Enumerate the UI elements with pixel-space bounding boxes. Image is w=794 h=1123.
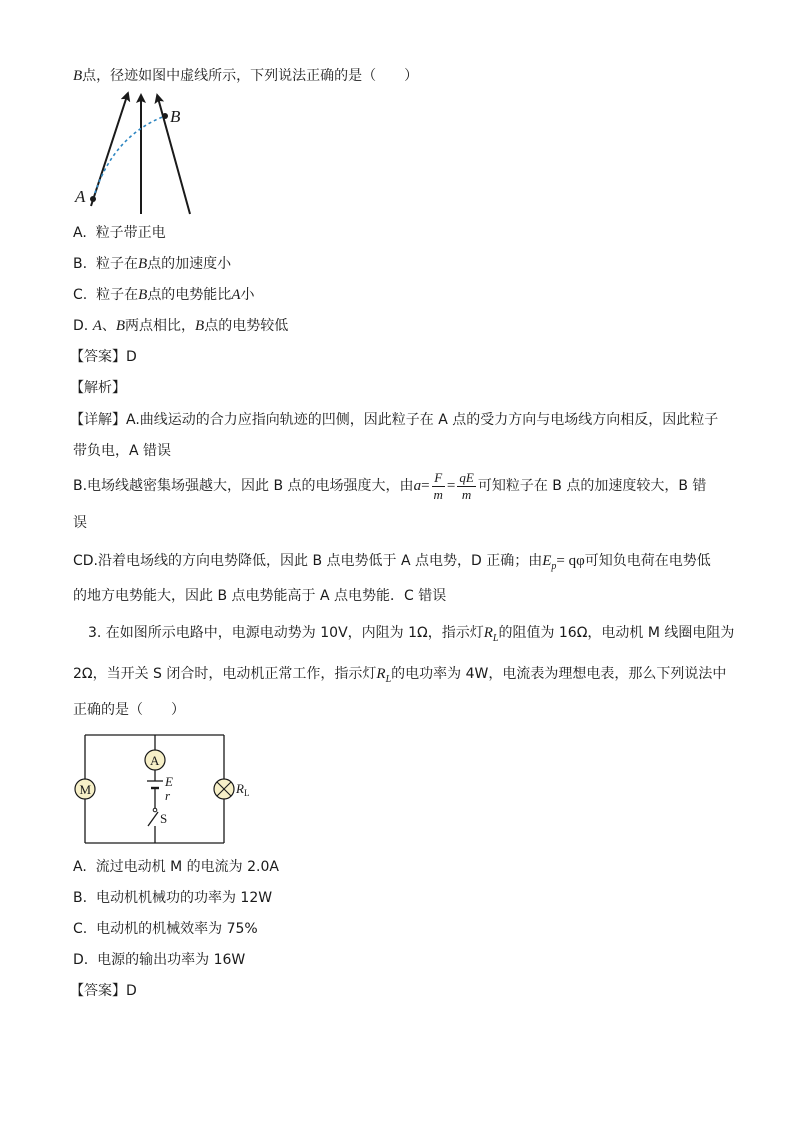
option-b: B. 粒子在B点的加速度小: [73, 256, 232, 272]
q3-option-a: A. 流过电动机 M 的电流为 2.0A: [73, 859, 279, 875]
detail-cd-line1: CD.沿着电场线的方向电势降低，因此 B 点电势低于 A 点电势，D 正确；由$E_p= q\varphi$可知负电荷在电势低: [73, 553, 711, 572]
detail-cd-line2: 的地方电势能大，因此 B 点电势能高于 A 点电势能．C 错误: [73, 588, 447, 604]
detail-a-line2: 带负电，A 错误: [73, 443, 172, 459]
detail-b-line2: 误: [73, 515, 87, 531]
q3-option-c: C. 电动机的机械效率为 75%: [73, 921, 258, 937]
fraction-qe-over-m: $\frac{qE}{m}$: [459, 469, 474, 502]
emf-label: E: [165, 774, 173, 789]
point-b-dot: [162, 113, 168, 119]
point-b-label: B: [170, 107, 181, 126]
option-a: A. 粒子带正电: [73, 225, 166, 241]
stem-text: 点，径迹如图中虚线所示，下列说法正确的是（ ）: [82, 68, 419, 84]
field-line-figure: [70, 88, 210, 218]
detail-a-line1: 【详解】A.曲线运动的合力应指向轨迹的凹侧，因此粒子在 A 点的受力方向与电场线方向相反，因此粒子: [70, 412, 719, 428]
stem-point: B: [73, 68, 83, 84]
q3-stem-line3: 正确的是（ ）: [73, 702, 185, 718]
question-stem: [73, 66, 418, 86]
q3-answer-line: 【答案】D: [70, 983, 137, 999]
ammeter-label: A: [150, 753, 160, 768]
motor-label: M: [79, 782, 92, 797]
lamp-label: $R_L$: [236, 781, 250, 798]
switch-label: S: [160, 811, 168, 826]
q3-option-d: D. 电源的输出功率为 16W: [73, 952, 246, 968]
point-a-label: A: [75, 187, 86, 206]
analysis-heading: 【解析】: [70, 380, 126, 396]
q3-stem-line1: 3. 在如图所示电路中，电源电动势为 10V，内阻为 1Ω，指示灯$R_L$的阻值为 16Ω，电动机 M 线圈电阻为: [88, 625, 735, 644]
q3-stem-line2: 2Ω，当开关 S 闭合时，电动机正常工作，指示灯$R_L$的电功率为 4W，电流表为理想电表，那么下列说法中: [73, 666, 727, 685]
switch-lever: [148, 812, 158, 826]
particle-trajectory: [93, 116, 165, 199]
detail-b-line1: B.电场线越密集场强越大，因此 B 点的电场强度大，由a= $\frac{F}{m}$ = $\frac{qE}{m}$ 可知粒子在 B 点的加速度较大，B 错: [73, 469, 707, 502]
internal-resistance-label: r: [165, 788, 171, 803]
answer-line: 【答案】D: [70, 349, 137, 365]
point-a-dot: [90, 196, 96, 202]
option-d: D. A、B两点相比，B点的电势较低: [73, 318, 289, 334]
q3-option-b: B. 电动机机械功的功率为 12W: [73, 890, 273, 906]
field-line-left: [91, 96, 127, 206]
option-c: C. 粒子在B点的电势能比A小: [73, 287, 255, 303]
fraction-f-over-m: $\frac{F}{m}$: [433, 469, 443, 502]
circuit-diagram: [68, 730, 268, 850]
